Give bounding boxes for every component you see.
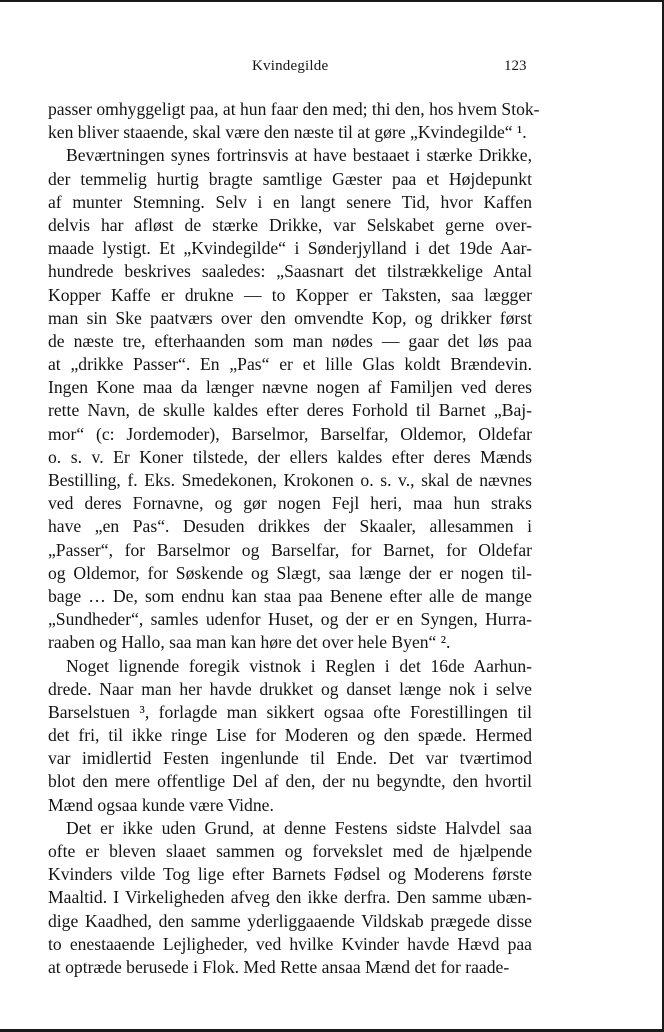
text-line: ved deres Fornavne, og gør nogen Fejl heri, maa hun straks bbox=[48, 493, 532, 514]
text-line: Barselstuen ³, forlagde man sikkert ogsaa ofte Forestillingen til bbox=[48, 701, 532, 722]
body-text bbox=[48, 98, 540, 979]
scan-edge-top bbox=[0, 0, 664, 2]
text-line: have „en Pas“. Desuden drikkes der Skaaler, allesammen i bbox=[48, 516, 532, 537]
text-line: o. s. v. Er Koner tilstede, der ellers kaldes efter deres Mænds bbox=[48, 446, 532, 467]
text-line: hundrede beskrives saaledes: „Saasnart det tilstrækkelige Antal bbox=[48, 261, 532, 282]
text-line: Bestilling, f. Eks. Smedekonen, Krokonen o. s. v., skal de nævnes bbox=[48, 470, 532, 490]
text-line: Det er ikke uden Grund, at denne Festens sidste Halvdel saa bbox=[66, 817, 532, 838]
text-line: rette Navn, de skulle kaldes efter deres Forhold til Barnet „Baj- bbox=[48, 400, 532, 421]
text-line: dige Kaadhed, den samme yderliggaaende Vildskab prægede disse bbox=[48, 910, 532, 931]
paragraph bbox=[48, 144, 532, 654]
page-number: 123 bbox=[504, 58, 527, 74]
text-line: at „drikke Passer“. En „Pas“ er et lille Glas koldt Brændevin. bbox=[48, 354, 532, 375]
text-line: delvis har afløst de stærke Drikke, var Selskabet gerne over- bbox=[48, 214, 532, 235]
text-line: blot den mere offentlige Del af den, der nu begyndte, den hvortil bbox=[48, 771, 532, 792]
running-title: Kvindegilde bbox=[252, 58, 329, 74]
text-line: af munter Stemning. Selv i en langt senere Tid, hvor Kaffen bbox=[48, 191, 532, 212]
text-line: at optræde berusede i Flok. Med Rette ansaa Mænd det for raade- bbox=[48, 956, 510, 977]
text-line: Mænd ogsaa kunde være Vidne. bbox=[48, 794, 274, 815]
text-line: var imidlertid Festen ingenlunde til Ende. Det var tværtimod bbox=[48, 748, 532, 769]
paragraph bbox=[48, 98, 540, 144]
text-line: Kopper Kaffe er drukne — to Kopper er Taksten, saa lægger bbox=[48, 284, 532, 305]
text-line: raaben og Hallo, saa man kan høre det over hele Byen“ ². bbox=[48, 632, 451, 653]
text-line: maade lystigt. Et „Kvindegilde“ i Sønderjylland i det 19de Aar- bbox=[48, 238, 532, 259]
text-line: de næste tre, efterhaanden som man nødes — gaar det løs paa bbox=[48, 330, 532, 351]
text-line: ken bliver staaende, skal være den næste til at gøre „Kvindegilde“ ¹. bbox=[48, 122, 527, 143]
running-header bbox=[0, 58, 664, 80]
text-line: bage … De, som endnu kan staa paa Benene efter alle de mange bbox=[48, 585, 532, 606]
text-line: man sin Ske paatværs over den omvendte Kop, og drikker først bbox=[48, 307, 532, 328]
text-line: „Sundheder“, samles udenfor Huset, og der er en Syngen, Hurra- bbox=[48, 609, 532, 630]
text-line: Beværtningen synes fortrinsvis at have bestaaet i stærke Drikke, bbox=[66, 145, 532, 166]
text-line: to enestaaende Lejligheder, ved hvilke Kvinder havde Hævd paa bbox=[48, 933, 532, 954]
text-line: og Oldemor, for Søskende og Slægt, saa længe der er nogen til- bbox=[48, 562, 532, 583]
text-line: „Passer“, for Barselmor og Barselfar, for Barnet, for Oldefar bbox=[48, 539, 532, 560]
text-line: Kvinders vilde Tog lige efter Barnets Fødsel og Moderens første bbox=[48, 864, 532, 885]
text-line: ofte er bleven slaaet sammen og forvekslet med de hjælpende bbox=[48, 841, 532, 861]
text-line: drede. Naar man her havde drukket og danset længe nok i selve bbox=[48, 678, 532, 699]
text-line: passer omhyggeligt paa, at hun faar den med; thi den, hos hvem Stok- bbox=[48, 99, 540, 119]
text-line: der temmelig hurtig bragte samtlige Gæster paa et Højdepunkt bbox=[48, 168, 532, 189]
paragraph bbox=[48, 655, 532, 817]
text-line: Ingen Kone maa da længer nævne nogen af Familjen ved deres bbox=[48, 377, 532, 398]
paragraph bbox=[48, 817, 532, 979]
text-line: det fri, til ikke ringe Lise for Moderen og den spæde. Hermed bbox=[48, 725, 532, 746]
text-line: mor“ (c: Jordemoder), Barselmor, Barselfar, Oldemor, Oldefar bbox=[48, 423, 532, 444]
text-line: Maaltid. I Virkeligheden afveg den ikke derfra. Den samme ubæn- bbox=[48, 887, 532, 908]
text-line: Noget lignende foregik vistnok i Reglen i det 16de Aarhun- bbox=[66, 655, 532, 676]
